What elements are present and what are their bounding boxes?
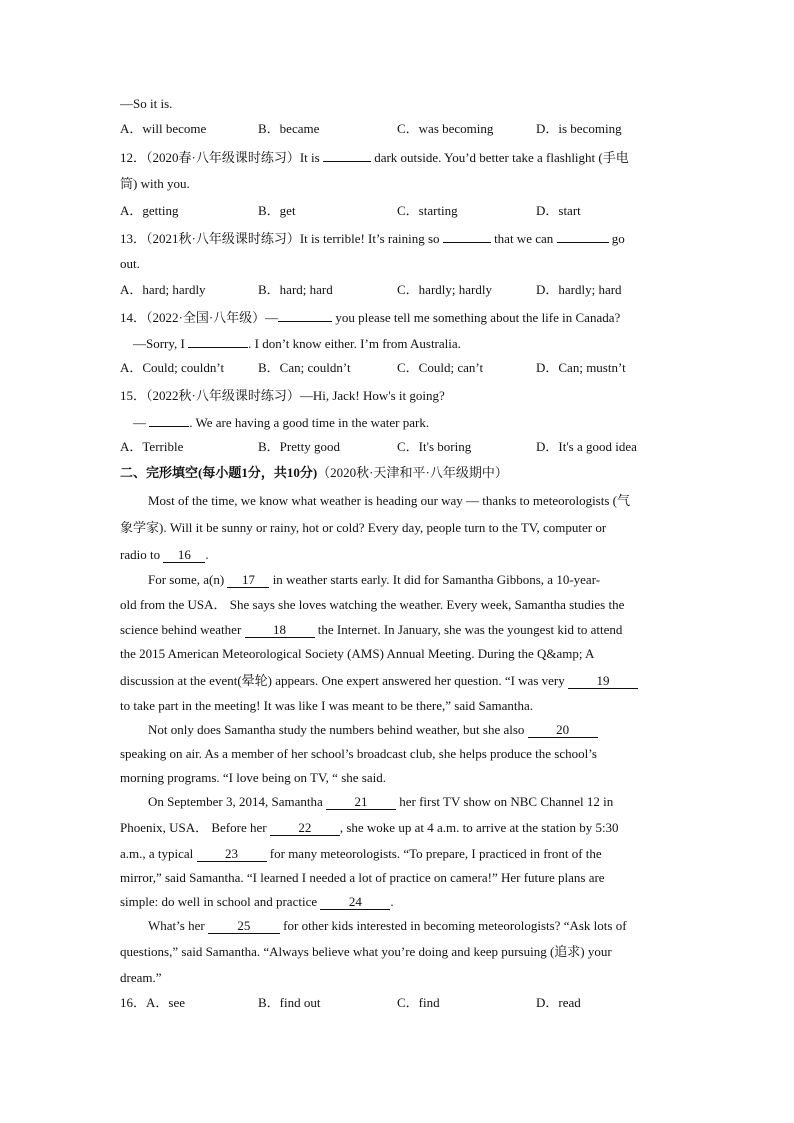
passage-p5-line3: dream.” xyxy=(120,970,162,985)
blank-23[interactable]: 23 xyxy=(197,847,267,862)
q12-stem-line2: 筒) with you. xyxy=(120,176,190,191)
q14-line2-after: . I don’t know either. I’m from Australia. xyxy=(248,336,461,351)
q14-blank-1[interactable] xyxy=(278,309,332,322)
passage-text: for many meteorologists. “To prepare, I practiced in front of the xyxy=(266,846,602,861)
q12-options xyxy=(120,203,680,219)
q14-option-b[interactable]: B．Can; couldn’t xyxy=(258,360,351,375)
q14-prefix: 14．（2022·全国·八年级）— xyxy=(120,310,279,325)
passage-text: her first TV show on NBC Channel 12 in xyxy=(396,794,614,809)
passage-p2-line5 xyxy=(120,673,638,689)
q16-option-b[interactable]: B．find out xyxy=(258,995,321,1010)
q14-after: you please tell me something about the life in Canada? xyxy=(332,310,621,325)
q15-option-d[interactable]: D．It's a good idea xyxy=(536,439,637,454)
q13-blank-2[interactable] xyxy=(557,230,609,243)
passage-p2-line1 xyxy=(148,572,600,588)
q15-stem-line2 xyxy=(133,414,429,431)
q13-option-c[interactable]: C．hardly; hardly xyxy=(397,282,492,297)
q11-option-c[interactable]: C．was becoming xyxy=(397,121,494,136)
blank-25[interactable]: 25 xyxy=(208,919,280,934)
blank-24[interactable]: 24 xyxy=(320,895,390,910)
passage-text: Phoenix, USA． Before her xyxy=(120,820,270,835)
passage-text: simple: do well in school and practice xyxy=(120,894,321,909)
q13-option-b[interactable]: B．hard; hard xyxy=(258,282,333,297)
q14-blank-2[interactable] xyxy=(188,335,248,348)
q13-stem xyxy=(120,230,625,247)
q12-prefix: 12．（2020春·八年级课时练习）It is xyxy=(120,150,323,165)
passage-text: science behind weather xyxy=(120,622,245,637)
q13-blank-1[interactable] xyxy=(443,230,491,243)
q16-option-d[interactable]: D．read xyxy=(536,995,581,1010)
q11-option-d[interactable]: D．is becoming xyxy=(536,121,622,136)
q15-line2-after: . We are having a good time in the water park. xyxy=(189,415,430,430)
passage-text: for other kids interested in becoming meteorologists? “Ask lots of xyxy=(279,918,627,933)
passage-text: , she woke up at 4 a.m. to arrive at the station by 5:30 xyxy=(339,820,619,835)
period: . xyxy=(205,547,209,562)
q13-option-a[interactable]: A．hard; hardly xyxy=(120,282,206,297)
q13-options xyxy=(120,282,680,298)
q15-blank[interactable] xyxy=(149,414,189,427)
blank-22[interactable]: 22 xyxy=(270,821,340,836)
q16-option-c[interactable]: C．find xyxy=(397,995,440,1010)
blank-21[interactable]: 21 xyxy=(326,795,396,810)
q13-option-d[interactable]: D．hardly; hard xyxy=(536,282,622,297)
q15-stem: 15．（2022秋·八年级课时练习）—Hi, Jack! How's it going? xyxy=(120,388,445,403)
q12-option-d[interactable]: D．start xyxy=(536,203,581,218)
q15-option-c[interactable]: C．It's boring xyxy=(397,439,472,454)
passage-p2-line6: to take part in the meeting! It was like I was meant to be there,” said Samantha. xyxy=(120,698,533,713)
blank-16[interactable]: 16 xyxy=(163,548,205,563)
passage-p4-line1 xyxy=(148,794,613,810)
q14-stem xyxy=(120,309,620,326)
q11-options xyxy=(120,121,680,137)
blank-19[interactable]: 19 xyxy=(568,674,638,689)
passage-p1-line3 xyxy=(120,547,209,563)
q12-option-a[interactable]: A．getting xyxy=(120,203,179,218)
period: . xyxy=(390,894,394,909)
passage-text: On September 3, 2014, Samantha xyxy=(148,794,326,809)
q13-stem-line2: out. xyxy=(120,256,140,271)
q14-line2-prefix: —Sorry, I xyxy=(133,336,189,351)
blank-17[interactable]: 17 xyxy=(227,573,269,588)
passage-p5-line1 xyxy=(148,918,627,934)
q13-prefix: 13．（2021秋·八年级课时练习）It is terrible! It’s raining so xyxy=(120,231,443,246)
q16-option-a[interactable]: 16．A．see xyxy=(120,995,185,1010)
q14-option-c[interactable]: C．Could; can’t xyxy=(397,360,484,375)
passage-p5-line2: questions,” said Samantha. “Always believe what you’re doing and keep pursuing (追求) your xyxy=(120,944,612,959)
passage-p3-line3: morning programs. “I love being on TV, “ she said. xyxy=(120,770,386,785)
passage-p2-line3 xyxy=(120,622,622,638)
q14-option-d[interactable]: D．Can; mustn’t xyxy=(536,360,626,375)
q12-option-c[interactable]: C．starting xyxy=(397,203,458,218)
q14-options xyxy=(120,360,680,376)
passage-p1-line2: 象学家). Will it be sunny or rainy, hot or cold? Every day, people turn to the TV, computer or xyxy=(120,520,607,535)
passage-text: the Internet. In January, she was the youngest kid to attend xyxy=(314,622,623,637)
q15-options xyxy=(120,439,680,455)
passage-text: What’s her xyxy=(148,918,208,933)
q11-option-b[interactable]: B．became xyxy=(258,121,320,136)
q12-stem xyxy=(120,149,629,166)
passage-p2-line2: old from the USA． She says she loves watching the weather. Every week, Samantha studies the xyxy=(120,597,625,612)
q15-option-b[interactable]: B．Pretty good xyxy=(258,439,340,454)
q11-tail: —So it is. xyxy=(120,96,173,111)
passage-p2-line4: the 2015 American Meteorological Society (AMS) Annual Meeting. During the Q&amp; A xyxy=(120,646,595,661)
passage-text: in weather starts early. It did for Samantha Gibbons, a 10-year- xyxy=(269,572,601,587)
section-2-heading xyxy=(120,465,508,481)
q13-middle: that we can xyxy=(490,231,557,246)
passage-text: Not only does Samantha study the numbers behind weather, but she also xyxy=(148,722,528,737)
q16-options xyxy=(120,995,680,1011)
q15-line2-prefix: — xyxy=(133,415,150,430)
passage-p4-line3 xyxy=(120,846,602,862)
blank-20[interactable]: 20 xyxy=(528,723,598,738)
passage-text: discussion at the event(晕轮) appears. One expert answered her question. “I was very xyxy=(120,673,568,688)
passage-p4-line5 xyxy=(120,894,394,910)
q15-option-a[interactable]: A．Terrible xyxy=(120,439,184,454)
passage-p3-line1 xyxy=(148,722,598,738)
q12-after: dark outside. You’d better take a flashlight (手电 xyxy=(370,150,629,165)
blank-18[interactable]: 18 xyxy=(245,623,315,638)
q13-after: go xyxy=(608,231,625,246)
passage-text: a.m., a typical xyxy=(120,846,197,861)
q14-stem-line2 xyxy=(133,335,461,352)
passage-p4-line2 xyxy=(120,820,619,836)
passage-p3-line2: speaking on air. As a member of her school’s broadcast club, she helps produce the school’s xyxy=(120,746,597,761)
q11-option-a[interactable]: A．will become xyxy=(120,121,207,136)
passage-p1-line1: Most of the time, we know what weather is heading our way — thanks to meteorologists (气 xyxy=(148,493,630,508)
section-2-title: 二、完形填空(每小题1分，共10分) xyxy=(120,465,318,480)
passage-text: For some, a(n) xyxy=(148,572,228,587)
passage-text: radio to xyxy=(120,547,164,562)
q12-blank[interactable] xyxy=(323,149,371,162)
section-2-source: （2020秋·天津和平·八年级期中） xyxy=(317,465,508,480)
passage-p4-line4: mirror,” said Samantha. “I learned I needed a lot of practice on camera!” Her future plans are xyxy=(120,870,605,885)
q12-option-b[interactable]: B．get xyxy=(258,203,296,218)
q14-option-a[interactable]: A．Could; couldn’t xyxy=(120,360,225,375)
